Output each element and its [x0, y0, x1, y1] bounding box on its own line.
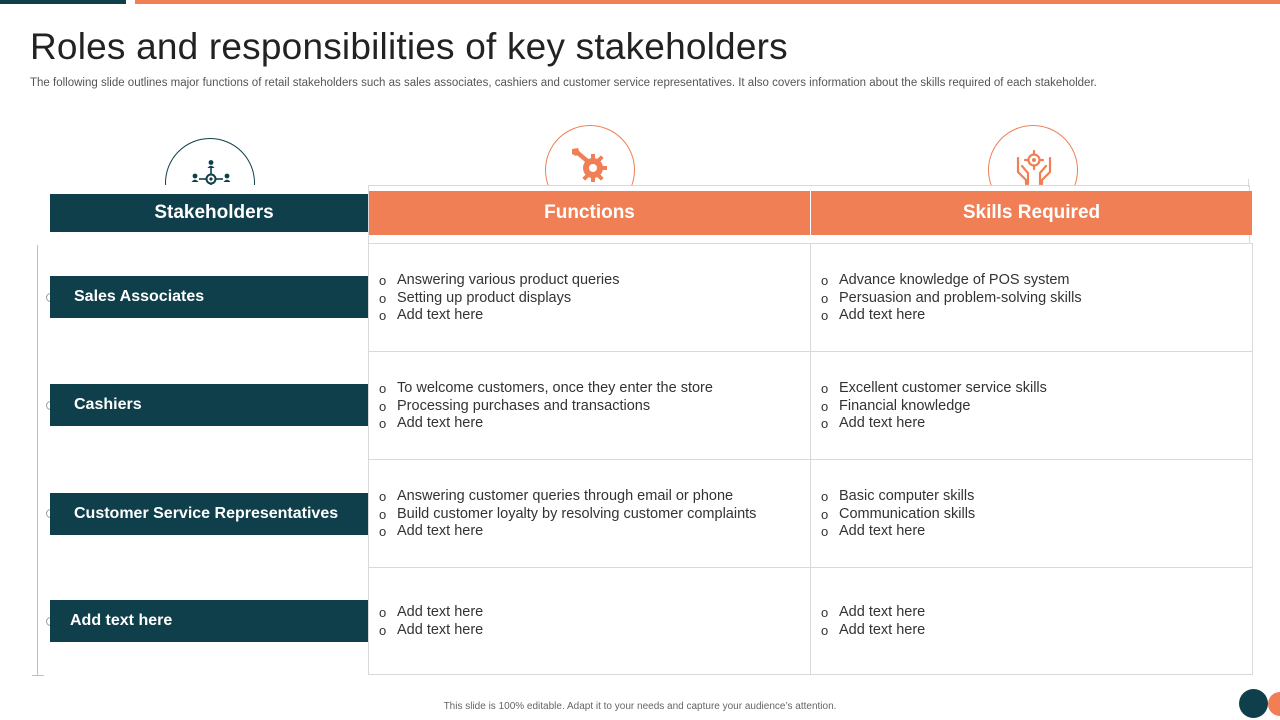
skill-item: o Advance knowledge of POS system [821, 272, 1252, 290]
header-skills-required: Skills Required [811, 191, 1252, 235]
function-item: o Add text here [379, 523, 810, 541]
frame-tick [1248, 179, 1249, 187]
functions-cell [368, 351, 811, 460]
functions-cell [368, 243, 811, 352]
function-item: o Answering various product queries [379, 272, 810, 290]
function-item: o Processing purchases and transactions [379, 398, 810, 416]
function-item: o Add text here [379, 604, 810, 622]
stakeholder-label: Add text here [50, 600, 368, 642]
skill-item: o Excellent customer service skills [821, 380, 1252, 398]
timeline-foot [32, 675, 44, 676]
skill-item: o Add text here [821, 523, 1252, 541]
page-subtitle: The following slide outlines major functions of retail stakeholders such as sales associates, cashiers and customer service representatives. It also covers information about the skills required of each stakeholder. [30, 77, 1097, 89]
function-item: o Add text here [379, 622, 810, 640]
corner-decoration-orange [1268, 692, 1280, 716]
skill-item: o Persuasion and problem-solving skills [821, 290, 1252, 308]
top-accent-bar-orange [135, 0, 1280, 4]
header-functions: Functions [369, 191, 810, 235]
skill-item: o Basic computer skills [821, 488, 1252, 506]
skills-cell [810, 567, 1253, 675]
stakeholder-label: Sales Associates [50, 276, 368, 318]
stakeholder-label: Cashiers [50, 384, 368, 426]
page-title: Roles and responsibilities of key stakeholders [30, 26, 788, 67]
skill-item: o Communication skills [821, 506, 1252, 524]
skills-cell [810, 459, 1253, 568]
skill-item: o Add text here [821, 307, 1252, 325]
function-item: o Add text here [379, 307, 810, 325]
function-item: o Add text here [379, 415, 810, 433]
skill-item: o Add text here [821, 604, 1252, 622]
skill-item: o Add text here [821, 622, 1252, 640]
functions-cell [368, 567, 811, 675]
stakeholder-label: Customer Service Representatives [50, 493, 368, 535]
timeline-line [37, 213, 38, 675]
skills-cell [810, 351, 1253, 460]
skill-item: o Financial knowledge [821, 398, 1252, 416]
function-item: o Build customer loyalty by resolving customer complaints [379, 506, 810, 524]
top-accent-bar-teal [0, 0, 126, 4]
skills-cell [810, 243, 1253, 352]
function-item: o Answering customer queries through email or phone [379, 488, 810, 506]
footer-note: This slide is 100% editable. Adapt it to your needs and capture your audience’s attention. [443, 701, 837, 712]
function-item: o Setting up product displays [379, 290, 810, 308]
skill-item: o Add text here [821, 415, 1252, 433]
corner-decoration-teal [1239, 689, 1268, 718]
function-item: o To welcome customers, once they enter the store [379, 380, 810, 398]
functions-cell [368, 459, 811, 568]
header-stakeholders: Stakeholders [50, 194, 368, 232]
